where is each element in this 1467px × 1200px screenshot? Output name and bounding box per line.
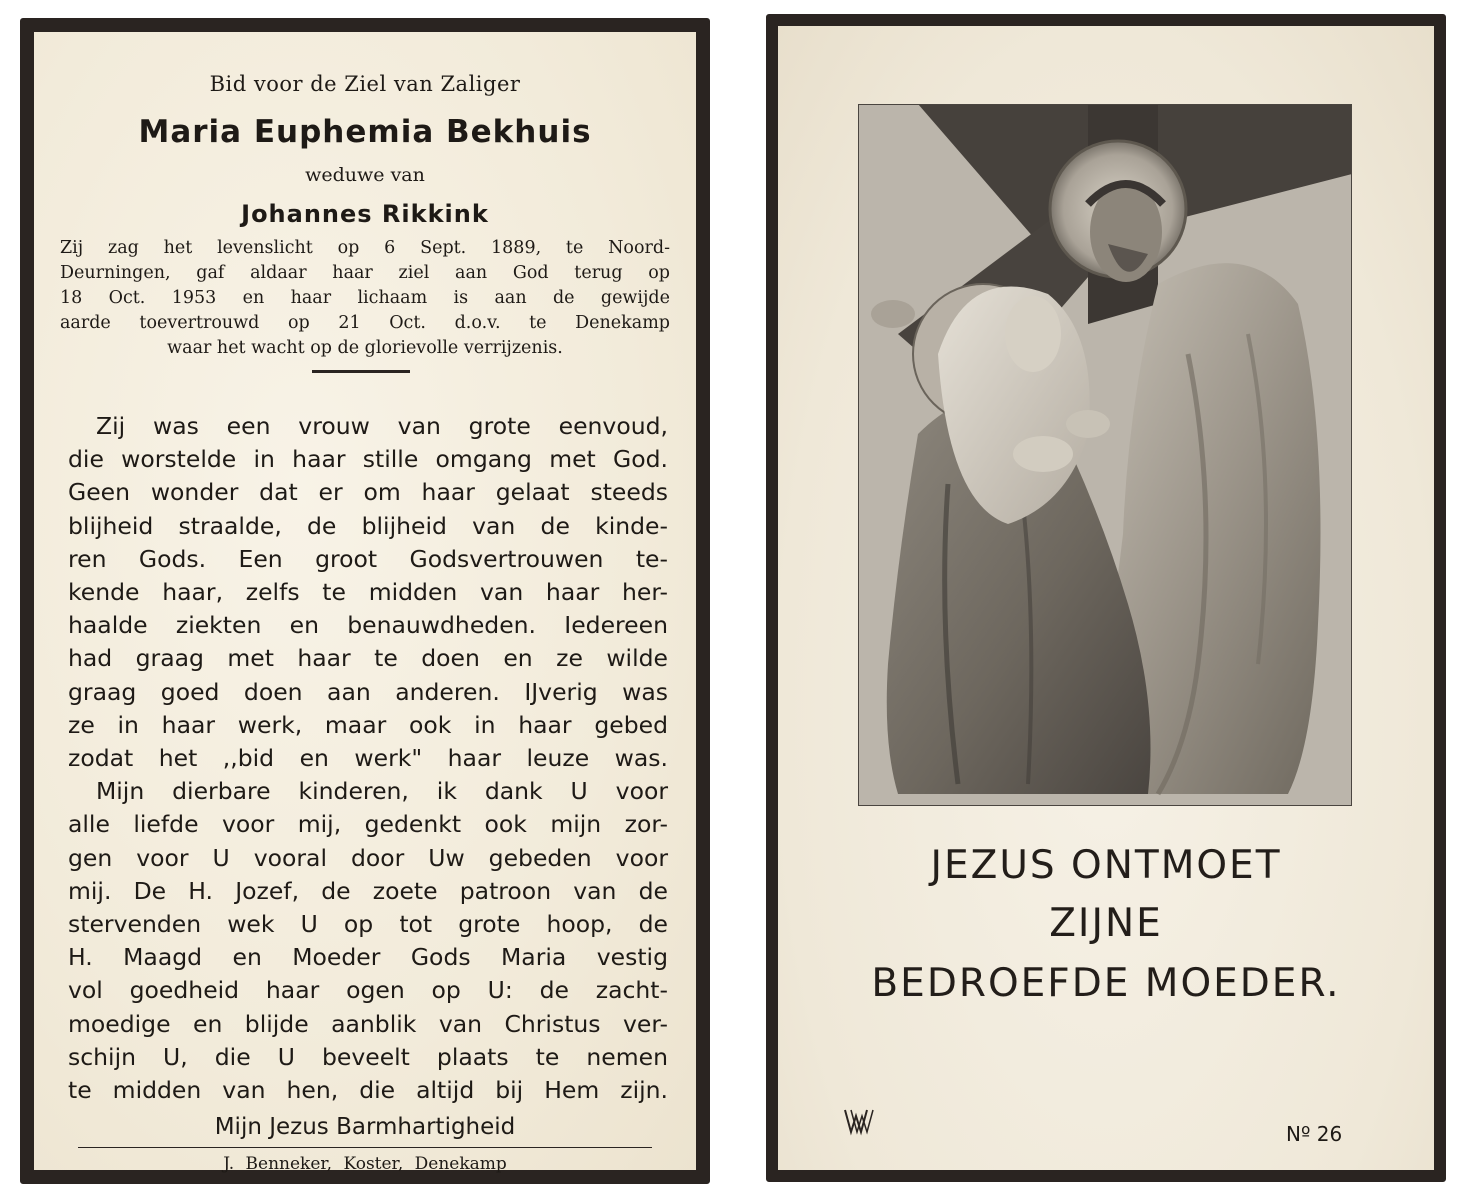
memorial-line: schijn U, die U beveelt plaats te nemen (68, 1042, 668, 1071)
husband-name: Johannes Rikkink (241, 200, 489, 228)
memorial-line: Mijn dierbare kinderen, ik dank U voor (96, 777, 668, 806)
memorial-line: die worstelde in haar stille omgang met God. (68, 445, 668, 474)
divider-top (312, 370, 410, 373)
memorial-line: graag goed doen aan anderen. IJverig was (68, 677, 668, 706)
memorial-card-picture-side (766, 14, 1446, 1182)
memorial-line: blijheid straalde, de blijheid van de kinde- (68, 511, 668, 540)
religious-illustration (858, 104, 1352, 806)
widow-of-label: weduwe van (305, 164, 425, 186)
memorial-line: ren Gods. Een groot Godsvertrouwen te- (68, 544, 668, 573)
memorial-line: gen voor U vooral door Uw gebeden voor (68, 843, 668, 872)
deceased-name: Maria Euphemia Bekhuis (138, 114, 592, 150)
picture-title-line-2: ZIJNE (1049, 901, 1163, 946)
divider-bottom (78, 1147, 652, 1148)
memorial-text (68, 410, 668, 1107)
memorial-line: vol goedheid haar ogen op U: de zacht- (68, 976, 668, 1005)
card-paper (778, 26, 1434, 1170)
picture-title-line-3: BEDROEFDE MOEDER. (871, 961, 1341, 1006)
bio-line: 18 Oct. 1953 en haar lichaam is aan de gewijde (60, 288, 670, 308)
printer-credit: J. Benneker, Koster, Denekamp (223, 1154, 507, 1174)
prayer-intro: Bid voor de Ziel van Zaliger (209, 72, 521, 96)
bio-line: aarde toevertrouwd op 21 Oct. d.o.v. te Denekamp (60, 313, 670, 333)
picture-title-line-1: JEZUS ONTMOET (930, 843, 1282, 888)
memorial-line: te midden van hen, die altijd bij Hem zijn. (68, 1076, 668, 1105)
memorial-line: moedige en blijde aanblik van Christus ver- (68, 1009, 668, 1038)
memorial-line: ze in haar werk, maar ook in haar gebed (68, 710, 668, 739)
memorial-line: alle liefde voor mij, gedenkt ook mijn zor- (68, 810, 668, 839)
memorial-card-text-side (20, 18, 710, 1184)
memorial-line: mij. De H. Jozef, de zoete patroon van de (68, 876, 668, 905)
memorial-line: had graag met haar te doen en ze wilde (68, 644, 668, 673)
memorial-line: stervenden wek U op tot grote hoop, de (68, 910, 668, 939)
biography-block (60, 236, 670, 361)
memorial-line: H. Maagd en Moeder Gods Maria vestig (68, 943, 668, 972)
maker-monogram-icon (842, 1104, 876, 1138)
memorial-line: haalde ziekten en benauwdheden. Iedereen (68, 611, 668, 640)
card-number: Nº 26 (1286, 1122, 1343, 1146)
card-paper (34, 32, 696, 1174)
bio-line: Deurningen, gaf aldaar haar ziel aan God terug op (60, 263, 670, 283)
closing-prayer: Mijn Jezus Barmhartigheid (214, 1114, 516, 1140)
memorial-line: kende haar, zelfs te midden van haar her- (68, 578, 668, 607)
memorial-line: zodat het ,,bid en werk" haar leuze was. (68, 744, 668, 773)
bio-line: Zij zag het levenslicht op 6 Sept. 1889, te Noord- (60, 238, 670, 258)
memorial-line: Zij was een vrouw van grote eenvoud, (96, 412, 668, 440)
memorial-line: Geen wonder dat er om haar gelaat steeds (68, 478, 668, 507)
bio-line: waar het wacht op de glorievolle verrijzenis. (167, 338, 563, 358)
